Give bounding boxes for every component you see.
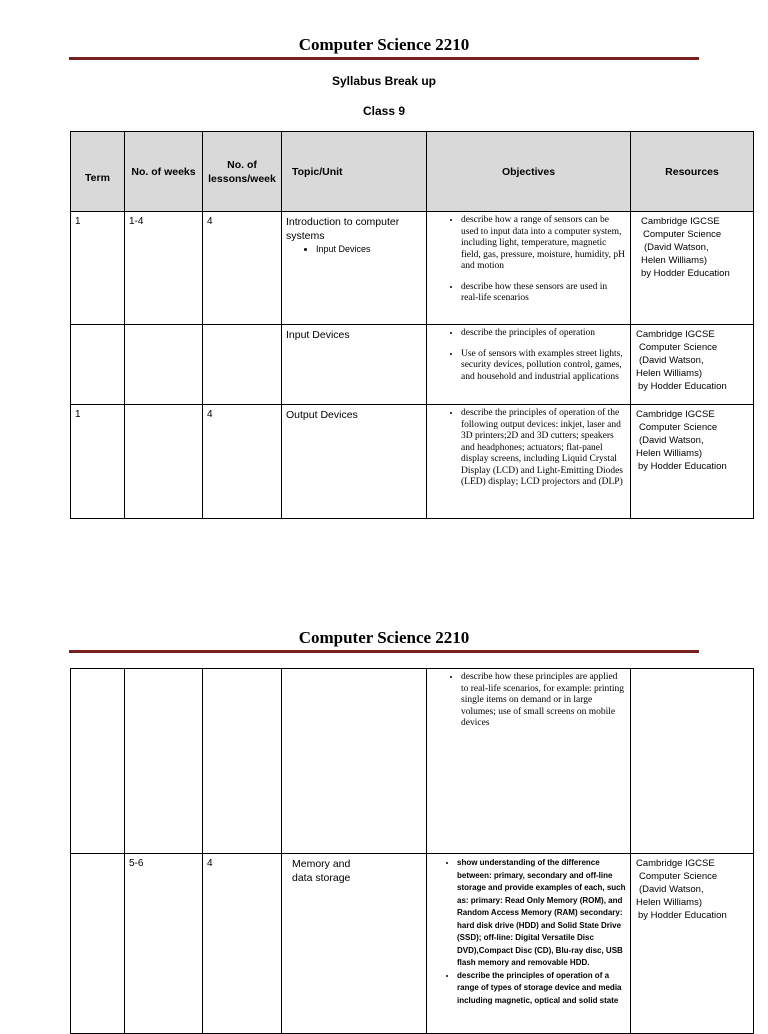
title-rule	[69, 650, 699, 653]
resource-line: (David Watson,	[639, 884, 704, 895]
objective-item: • describe the principles of operation of a range of types of storage device and media including magnetic, optical and solid state	[457, 970, 626, 1008]
cell-term	[71, 669, 125, 854]
cell-term: 1	[71, 212, 125, 325]
cell-lessons	[203, 669, 282, 854]
resource-line: Cambridge IGCSE	[636, 329, 715, 340]
table-row	[71, 405, 754, 519]
cell-lessons: 4	[203, 405, 282, 519]
header-term: Term	[71, 132, 125, 212]
table-row	[71, 212, 754, 325]
resource-line: Computer Science	[639, 342, 718, 353]
resource-line: Helen Williams)	[636, 448, 702, 459]
cell-topic	[282, 212, 427, 325]
cell-weeks	[125, 405, 203, 519]
objective-item: • show understanding of the difference between: primary, secondary and off-line storage and provide examples of each, such as: primary: Read Only Memory (ROM), and Random Access Memory (RAM) secondary: hard disk drive (HDD) and Solid State Drive (SSD); off-line: Digital Versatile Disc DVD),Compact Disc (CD), Blu-ray disc, USB flash memory and removable HDD.	[457, 857, 626, 970]
cell-objectives	[427, 325, 631, 405]
header-topic: Topic/Unit	[282, 132, 427, 212]
cell-weeks: 1-4	[125, 212, 203, 325]
topic-title: Input Devices	[286, 329, 350, 341]
cell-objectives	[427, 212, 631, 325]
resource-line: Computer Science	[639, 871, 718, 882]
resource-line: by Hodder Education	[638, 910, 727, 921]
resource-line: (David Watson,	[639, 355, 704, 366]
document-subtitle: Syllabus Break up	[331, 74, 437, 88]
objective-item: • describe how a range of sensors can be used to input data into a computer system, including light, temperature, magnetic field, gas, pressure, moisture, humidity, pH and motion	[461, 215, 626, 273]
header-weeks: No. of weeks	[125, 132, 203, 212]
subtopic-item: • Input Devices	[316, 243, 422, 256]
resource-line: Computer Science	[643, 229, 722, 240]
cell-lessons: 4	[203, 854, 282, 1034]
resource-line: Helen Williams)	[636, 897, 702, 908]
table-row	[71, 669, 754, 854]
cell-topic	[282, 854, 427, 1034]
resource-line: Cambridge IGCSE	[636, 858, 715, 869]
resource-line: (David Watson,	[644, 242, 709, 253]
table-row	[71, 325, 754, 405]
resource-line: by Hodder Education	[638, 461, 727, 472]
resource-line: Cambridge IGCSE	[641, 216, 720, 227]
cell-objectives	[427, 854, 631, 1034]
cell-topic	[282, 325, 427, 405]
objective-item: • Use of sensors with examples street lights, security devices, pollution control, games, and household and industrial applications	[461, 349, 626, 384]
syllabus-table-continued	[70, 668, 754, 1034]
header-lessons-line2: lessons/week	[208, 172, 276, 185]
topic-title: Introduction to computer systems	[286, 216, 400, 242]
class-label: Class 9	[362, 104, 406, 118]
cell-resources	[631, 212, 754, 325]
cell-resources	[631, 325, 754, 405]
cell-lessons: 4	[203, 212, 282, 325]
table-row	[71, 854, 754, 1034]
header-lessons	[203, 132, 282, 212]
cell-topic	[282, 669, 427, 854]
resource-line: by Hodder Education	[638, 381, 727, 392]
header-resources: Resources	[631, 132, 754, 212]
cell-lessons	[203, 325, 282, 405]
objective-item: • describe how these principles are applied to real-life scenarios, for example: printing single items on demand or in large volumes; use of small screens on mobile devices	[461, 672, 626, 730]
cell-resources	[631, 405, 754, 519]
header-lessons-line1: No. of	[227, 158, 257, 171]
cell-term	[71, 325, 125, 405]
cell-resources	[631, 669, 754, 854]
cell-term	[71, 854, 125, 1034]
topic-title: Output Devices	[286, 409, 358, 421]
cell-weeks	[125, 669, 203, 854]
resource-line: Cambridge IGCSE	[636, 409, 715, 420]
cell-objectives	[427, 669, 631, 854]
syllabus-table	[70, 131, 754, 519]
resource-line: Helen Williams)	[641, 255, 707, 266]
objective-item: • describe the principles of operation of the following output devices: inkjet, laser and 3D printers;2D and 3D cutters; speakers and headphones; actuators; flat-panel display screens, including Liquid Crystal Display (LCD) and Light-Emitting Diodes (LED) display; LCD projectors and (DLP)	[461, 408, 626, 489]
title-rule	[69, 57, 699, 60]
table-header-row	[71, 132, 754, 212]
resource-line: by Hodder Education	[641, 268, 730, 279]
cell-resources	[631, 854, 754, 1034]
cell-term: 1	[71, 405, 125, 519]
resource-line: (David Watson,	[639, 435, 704, 446]
cell-topic	[282, 405, 427, 519]
header-objectives: Objectives	[427, 132, 631, 212]
cell-weeks	[125, 325, 203, 405]
topic-title: Memory and data storage	[292, 858, 351, 884]
objective-item: • describe how these sensors are used in real-life scenarios	[461, 282, 626, 305]
page-title: Computer Science 2210	[298, 35, 470, 54]
cell-weeks: 5-6	[125, 854, 203, 1034]
resource-line: Helen Williams)	[636, 368, 702, 379]
resource-line: Computer Science	[639, 422, 718, 433]
objective-item: • describe the principles of operation	[461, 328, 626, 340]
page-title: Computer Science 2210	[298, 628, 470, 647]
cell-objectives	[427, 405, 631, 519]
